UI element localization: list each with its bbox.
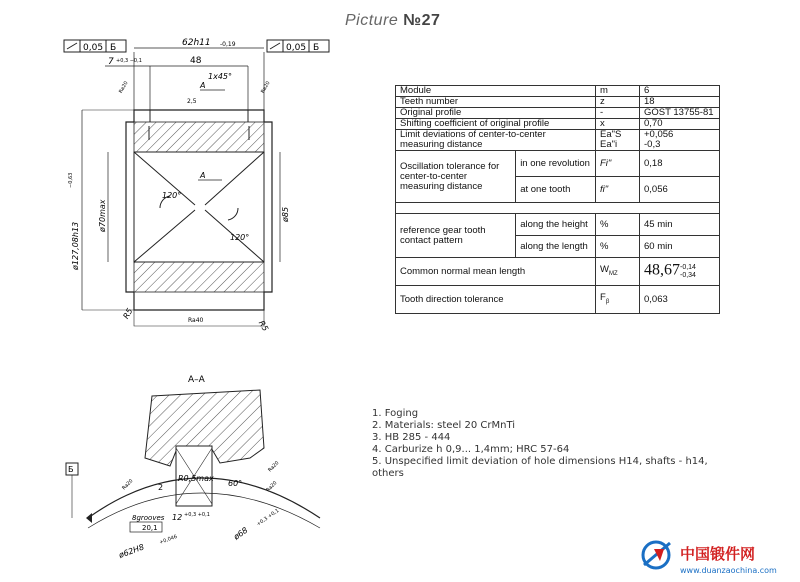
spec-symbol: % xyxy=(596,236,640,258)
svg-text:ø70max: ø70max xyxy=(98,199,107,232)
svg-text:−0,63: −0,63 xyxy=(68,172,74,188)
spec-value: 0,18 xyxy=(640,151,720,177)
spec-symbol: $F_\beta$ xyxy=(596,286,640,314)
svg-text:62h11: 62h11 xyxy=(182,38,211,48)
svg-text:R5: R5 xyxy=(256,319,270,333)
svg-text:8grooves: 8grooves xyxy=(132,514,165,522)
svg-text:A: A xyxy=(200,171,206,180)
spec-name: Oscillation tolerance for center-to-center measuring distance xyxy=(396,151,516,203)
svg-text:7: 7 xyxy=(108,57,114,67)
svg-text:Б: Б xyxy=(110,43,117,53)
spec-name: reference gear tooth contact pattern xyxy=(396,214,516,258)
svg-text:1x45°: 1x45° xyxy=(208,72,233,81)
spec-symbol: x xyxy=(596,119,640,130)
gear-specification-table xyxy=(395,85,720,314)
svg-text:48: 48 xyxy=(190,56,202,66)
note-item: 5. Unspecified limit deviation of hole dimensions H14, shafts - h14, others xyxy=(372,456,708,479)
svg-text:Б: Б xyxy=(313,43,320,53)
svg-text:A: A xyxy=(200,81,206,90)
svg-text:0,05: 0,05 xyxy=(286,43,307,53)
spec-value: +0,056 -0,3 xyxy=(640,130,720,151)
spec-value: 6 xyxy=(640,86,720,97)
note-item: 1. Foging xyxy=(372,408,419,419)
svg-text:Ra20: Ra20 xyxy=(260,80,272,95)
spec-name: Shifting coefficient of original profile xyxy=(396,119,596,130)
svg-text:R0,5max: R0,5max xyxy=(178,474,214,483)
spec-symbol: fi" xyxy=(596,177,640,203)
svg-text:ø62H8: ø62H8 xyxy=(117,542,146,560)
spec-name: Tooth direction tolerance xyxy=(396,286,596,314)
svg-text:+0,3 +0,1: +0,3 +0,1 xyxy=(255,507,281,528)
spec-value: 60 min xyxy=(640,236,720,258)
spec-symbol: m xyxy=(596,86,640,97)
svg-text:-0,19: -0,19 xyxy=(220,41,236,48)
svg-text:120°: 120° xyxy=(162,191,182,200)
spec-name: Teeth number xyxy=(396,97,596,108)
drawing-title: Picture №27 xyxy=(345,12,441,29)
svg-text:ø85: ø85 xyxy=(281,206,290,222)
spec-symbol: z xyxy=(596,97,640,108)
svg-text:20,1: 20,1 xyxy=(142,524,158,532)
svg-text:Ra20: Ra20 xyxy=(121,478,135,492)
technical-notes xyxy=(372,408,712,480)
spec-value: 48,67-0,14 -0,34 xyxy=(640,258,720,286)
spec-name: Module xyxy=(396,86,596,97)
svg-text:ø127,08h13: ø127,08h13 xyxy=(71,221,80,270)
svg-text:120°: 120° xyxy=(230,233,250,242)
svg-text:+0,3 −0,1: +0,3 −0,1 xyxy=(116,58,142,64)
spec-value: GOST 13755-81 xyxy=(640,108,720,119)
svg-text:0,05: 0,05 xyxy=(83,43,104,53)
spec-value: 0,70 xyxy=(640,119,720,130)
spec-symbol: Fi" xyxy=(596,151,640,177)
svg-text:2: 2 xyxy=(158,483,164,492)
svg-text:ø68: ø68 xyxy=(231,525,250,542)
logo-icon xyxy=(643,542,670,568)
spec-symbol: Ea"S Ea"i xyxy=(596,130,640,151)
svg-text:Ra20: Ra20 xyxy=(265,480,279,494)
svg-text:60°: 60° xyxy=(228,479,243,488)
spec-subname: at one tooth xyxy=(516,177,596,203)
watermark-name: 中国锻件网 xyxy=(680,545,756,563)
spec-name: Limit deviations of center-to-center measuring distance xyxy=(396,130,596,151)
spec-name: Common normal mean length xyxy=(396,258,596,286)
note-item: 3. HB 285 - 444 xyxy=(372,432,451,443)
note-item: 2. Materials: steel 20 CrMnTi xyxy=(372,420,516,431)
svg-text:Ra20: Ra20 xyxy=(267,460,281,474)
watermark-logo xyxy=(640,535,800,582)
svg-text:Ra40: Ra40 xyxy=(188,317,204,324)
svg-text:+0,3 +0,1: +0,3 +0,1 xyxy=(184,512,210,518)
spec-symbol: - xyxy=(596,108,640,119)
svg-text:12: 12 xyxy=(172,513,183,522)
svg-text:Ra20: Ra20 xyxy=(118,80,130,95)
gear-cross-section-drawing xyxy=(50,30,370,350)
spec-value: 18 xyxy=(640,97,720,108)
spec-subname: along the height xyxy=(516,214,596,236)
spec-value: 0,063 xyxy=(640,286,720,314)
svg-text:R5: R5 xyxy=(121,306,135,321)
runout-frame-left xyxy=(64,40,126,53)
spec-subname: along the length xyxy=(516,236,596,258)
runout-frame-right xyxy=(267,40,329,53)
spec-symbol: $W_{MZ}$ xyxy=(596,258,640,286)
section-a-a-drawing xyxy=(60,368,360,578)
spec-name: Original profile xyxy=(396,108,596,119)
svg-text:Б: Б xyxy=(68,465,74,474)
spec-value: 45 min xyxy=(640,214,720,236)
spec-value: 0,056 xyxy=(640,177,720,203)
svg-text:+0,046: +0,046 xyxy=(158,533,179,546)
svg-text:2,5: 2,5 xyxy=(187,98,197,105)
note-item: 4. Carburize h 0,9... 1,4mm; HRC 57-64 xyxy=(372,444,570,455)
watermark-url: www.duanzaochina.com xyxy=(680,566,777,575)
svg-text:A–A: A–A xyxy=(188,375,205,385)
spec-symbol: % xyxy=(596,214,640,236)
spec-subname: in one revolution xyxy=(516,151,596,177)
